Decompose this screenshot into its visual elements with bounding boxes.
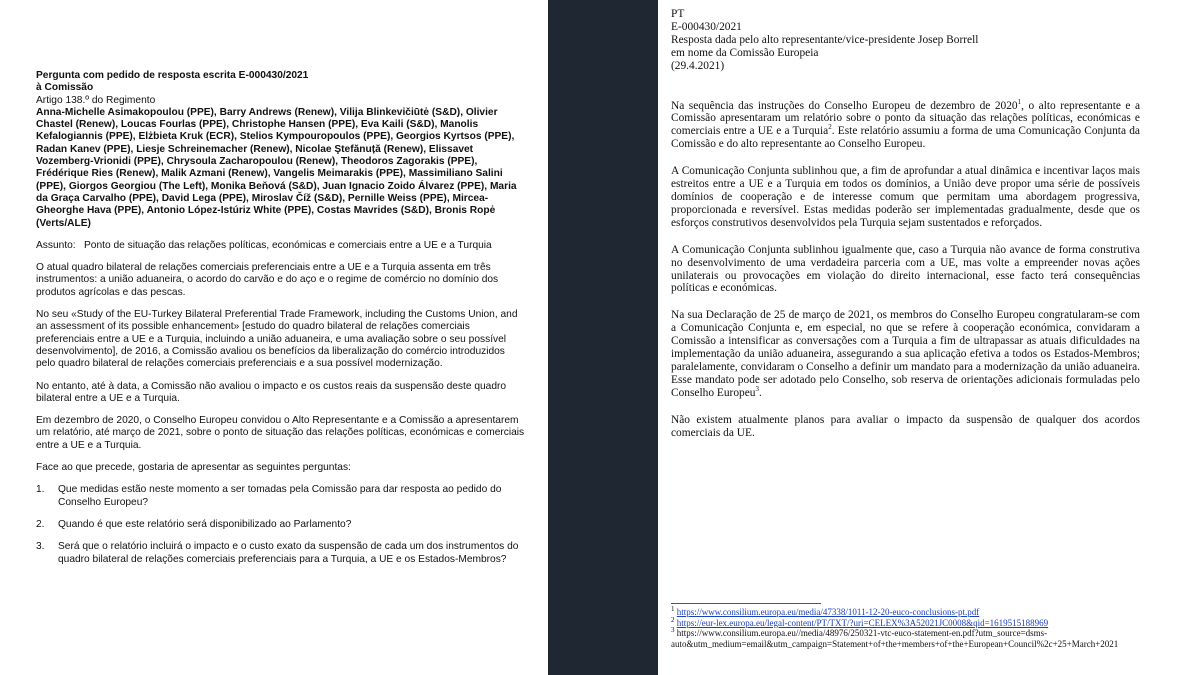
question-page	[0, 0, 548, 675]
subject-label: Assunto:	[36, 239, 76, 251]
question-paragraph: Em dezembro de 2020, o Conselho Europeu convidou o Alto Representante e a Comissão a apresentarem um relatório, até março de 2021, sobre o ponto de situação das relações políticas, económicas e comerciais entre a UE e a Turquia.	[36, 415, 525, 451]
question-authors: Anna-Michelle Asimakopoulou (PPE), Barry Andrews (Renew), Vilija Blinkevičiūtė (S&D), Olivier Chastel (Renew), Loucas Fourlas (PPE), Christophe Hansen (PPE), Eva Kaili (S&D), Manolis Kefalogiannis (PPE), Elżbieta Kruk (ECR), Stelios Kympouropoulos (PPE), Georgios Kyrtsos (PPE), Radan Kanev (PPE), Liesje Schreinemacher (Renew), Nicolae Ştefănuță (Renew), Elissavet Vozemberg-Vrionidi (PPE), Chrysoula Zacharopoulou (Renew), Theodoros Zagorakis (PPE), Frédérique Ries (Renew), Malik Azmani (Renew), Vangelis Meimarakis (PPE), Massimiliano Salini (PPE), Giorgos Georgiou (The Left), Monika Beňová (S&D), Juan Ignacio Zoido Álvarez (PPE), Maria da Graça Carvalho (PPE), David Lega (PPE), Miroslav Číž (S&D), Pernille Weiss (PPE), Mircea-Gheorghe Hava (PPE), Antonio López-Istúriz White (PPE), Costas Mavrides (S&D), Bronis Ropė (Verts/ALE)	[36, 106, 517, 229]
answer-paragraph: A Comunicação Conjunta sublinhou igualmente que, caso a Turquia não avance de forma construtiva no desenvolvimento de uma verdadeira parceria com a UE, mas volte a empreender novas ações unilaterais ou provocações em violação do direito internacional, esse facto terá consequências políticas e económicas.	[671, 243, 1140, 295]
question-text: Que medidas estão neste momento a ser tomadas pela Comissão para dar resposta ao pedido do Conselho Europeu?	[58, 484, 502, 508]
question-number: 2.	[36, 518, 45, 530]
answer-text: , o alto representante e a Comissão apresentaram um relatório sobre o ponto da situação das relações políticas, económicas e comerciais entre a UE e a Turquia	[671, 99, 1141, 138]
question-article: Artigo 138.º do Regimento	[36, 94, 156, 106]
answer-header	[671, 8, 1140, 73]
question-item	[36, 484, 526, 509]
answer-paragraph: A Comunicação Conjunta sublinhou que, a fim de aprofundar a atual dinâmica e incentivar laços mais estreitos entre a UE e a Turquia em todos os domínios, a União deve propor uma série de possíveis domínios de cooperação e de interesse comum que permitam uma abordagem progressiva, proporcionada e reversível. Estas medidas poderão ser implementadas gradualmente, desde que os esforços construtivos desenvolvidos pela Turquia sejam sustentados e reforçados.	[671, 165, 1140, 229]
answer-text: Na sequência das instruções do Conselho Europeu de dezembro de 2020	[671, 99, 1018, 112]
answer-date: (29.4.2021)	[671, 59, 725, 72]
footnote-number: 1	[671, 605, 675, 613]
question-title: Pergunta com pedido de resposta escrita E-000430/2021	[36, 70, 309, 81]
answer-language: PT	[671, 8, 685, 20]
footnote-ref[interactable]: 3	[755, 384, 759, 393]
footnote-ref[interactable]: 1	[1017, 97, 1022, 106]
answer-text: .	[758, 386, 762, 399]
question-paragraph: No seu «Study of the EU-Turkey Bilateral Preferential Trade Framework, including the Customs Union, and an assessment of its possible enhancement» [estudo do quadro bilateral de relações comerciais preferenciais entre a UE e a Turquia, incluindo a união aduaneira, e uma avaliação sobre o seu possível desenvolvimento], de 2016, a Comissão avaliou os benefícios da liberalização do comércio introduzidos pelo quadro bilateral de relações comerciais preferenciais e a sua possível modernização.	[36, 309, 518, 370]
question-addressee: à Comissão	[36, 82, 94, 94]
footnote	[671, 615, 1111, 629]
footnote-ref[interactable]: 2	[828, 123, 832, 132]
question-text: Será que o relatório incluirá o impacto e o custo exato da suspensão de cada um dos instrumentos do quadro bilateral de relações comerciais preferenciais para a Turquia, a UE e os Estados-Membros?	[58, 541, 519, 565]
footnote-divider	[671, 603, 821, 604]
footnotes	[671, 605, 1119, 649]
answer-heading: Resposta dada pelo alto representante/vice-presidente Josep Borrell	[671, 33, 979, 46]
question-paragraph: Face ao que precede, gostaria de apresentar as seguintes perguntas:	[36, 462, 351, 474]
footnote	[671, 626, 1119, 649]
answer-paragraph	[671, 309, 1140, 399]
footnote-text: https://www.consilium.europa.eu//media/48976/250321-vtc-euco-statement-en.pdf?utm_source=dsms-auto&utm_medium=email&utm_campaign=Statement+of+the+members+of+the+European+Council%2c+25+March+2021	[671, 628, 1119, 649]
answer-page	[658, 0, 1200, 675]
answer-text: . Este relatório assumiu a forma de uma Comunicação Conjunta da Comissão e do alto representante ao Conselho Europeu.	[671, 125, 1140, 151]
footnote	[671, 607, 1111, 618]
footnote-link[interactable]: https://www.consilium.europa.eu/media/47338/1011-12-20-euco-conclusions-pt.pdf	[676, 607, 980, 617]
question-number: 3.	[36, 541, 45, 553]
question-item	[36, 519, 526, 531]
question-paragraph: No entanto, até à data, a Comissão não avaliou o impacto e os custos reais da suspensão deste quadro bilateral entre a UE e a Turquia.	[36, 380, 507, 404]
question-item	[36, 541, 526, 566]
footnote-link[interactable]: https://eur-lex.europa.eu/legal-content/PT/TXT/?uri=CELEX%3A52021JC0008&qid=1619515188969	[676, 617, 1049, 628]
answer-heading-sub: em nome da Comissão Europeia	[671, 46, 819, 59]
question-text: Quando é que este relatório será disponibilizado ao Parlamento?	[58, 518, 352, 530]
answer-reference: E-000430/2021	[671, 20, 742, 33]
footnote-number: 3	[671, 626, 675, 635]
subject-text: Ponto de situação das relações políticas, económicas e comerciais entre a UE e a Turquia	[84, 239, 492, 251]
question-subject	[36, 240, 526, 252]
answer-text: Na sua Declaração de 25 de março de 2021, os membros do Conselho Europeu congratularam-se com a Comunicação Conjunta e, em especial, no que se refere à cooperação económica, convidaram a Comissão a intensificar as conversações com a Turquia a fim de ultrapassar as atuais dificuldades na implementação da união aduaneira, assegurando a sua aplicação efetiva a todos os Estados-Membros; paralelamente, convidaram o Conselho a definir um mandato para a modernização da união aduaneira. Esse mandato pode ser adotado pelo Conselho, sob reserva de orientações adicionais formuladas pelo Conselho Europeu	[671, 309, 1140, 399]
question-number: 1.	[36, 484, 45, 496]
question-paragraph: O atual quadro bilateral de relações comerciais preferenciais entre a UE e a Turquia assenta em três instrumentos: a união aduaneira, o acordo do carvão e do aço e o regime de comércio no domínio dos produtos agrícolas e das pescas.	[36, 262, 499, 298]
answer-paragraph	[671, 97, 1141, 152]
footnote-number: 2	[671, 615, 675, 624]
answer-paragraph: Não existem atualmente planos para avaliar o impacto da suspensão de qualquer dos acordos comerciais da UE.	[671, 413, 1140, 439]
